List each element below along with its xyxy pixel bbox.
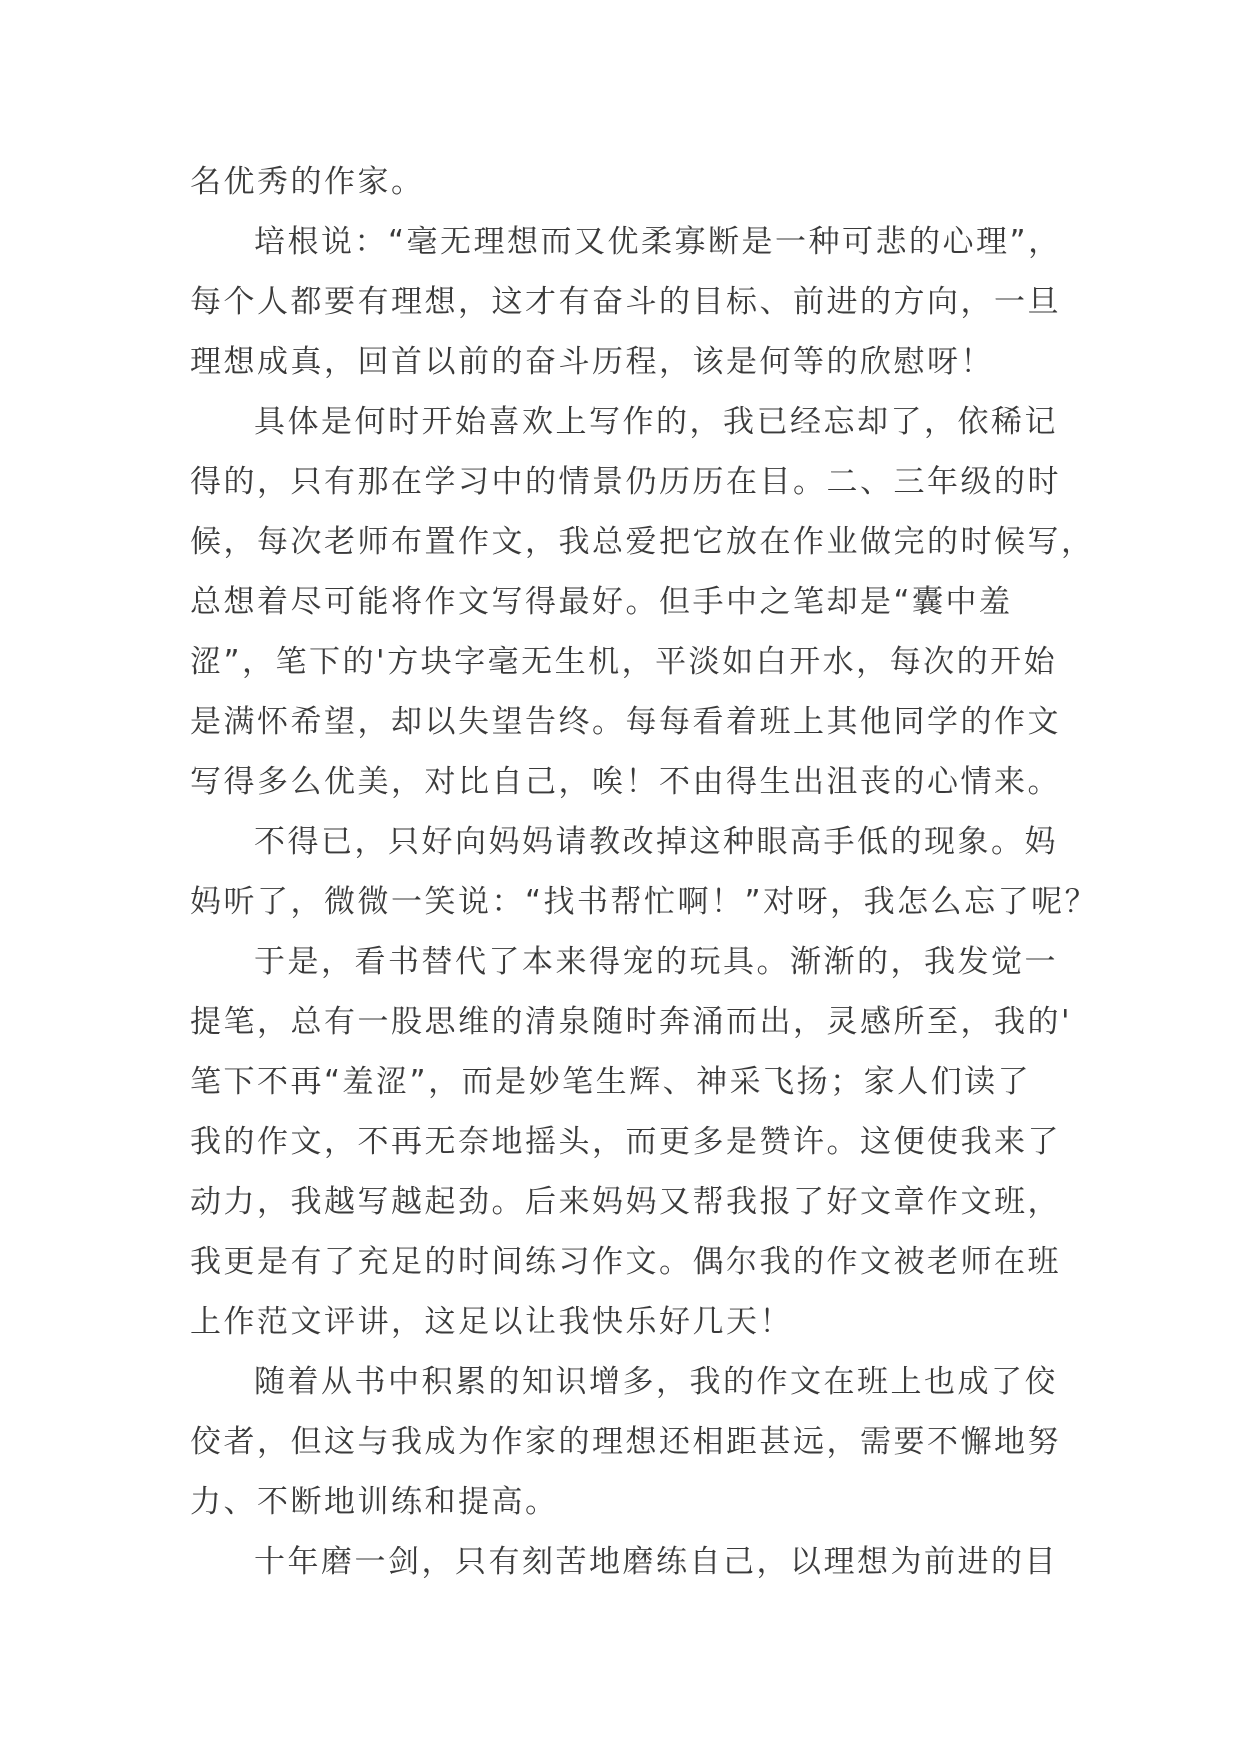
text-line: 上作范文评讲，这足以让我快乐好几天！ bbox=[190, 1304, 793, 1340]
text-line: 力、不断地训练和提高。 bbox=[190, 1484, 559, 1520]
text-line: 候，每次老师布置作文，我总爱把它放在作业做完的时候写， bbox=[190, 524, 1095, 560]
text-line: 随着从书中积累的知识增多，我的作文在班上也成了佼 bbox=[254, 1364, 1058, 1400]
text-line: 我的作文，不再无奈地摇头，而更多是赞许。这便使我来了 bbox=[190, 1124, 1061, 1160]
text-line: 十年磨一剑，只有刻苦地磨练自己，以理想为前进的目 bbox=[254, 1544, 1058, 1580]
text-line: 写得多么优美，对比自己，唉！不由得生出沮丧的心情来。 bbox=[190, 764, 1061, 800]
text-line: 于是，看书替代了本来得宠的玩具。渐渐的，我发觉一 bbox=[254, 944, 1058, 980]
text-line: 具体是何时开始喜欢上写作的，我已经忘却了，依稀记 bbox=[254, 404, 1058, 440]
text-line: 涩”，笔下的'方块字毫无生机，平淡如白开水，每次的开始 bbox=[190, 644, 1058, 680]
text-line: 不得已，只好向妈妈请教改掉这种眼高手低的现象。妈 bbox=[254, 824, 1058, 860]
text-line: 妈听了，微微一笑说：“找书帮忙啊！”对呀，我怎么忘了呢？ bbox=[190, 884, 1099, 920]
text-line: 培根说：“毫无理想而又优柔寡断是一种可悲的心理”， bbox=[254, 224, 1062, 260]
document-body bbox=[190, 152, 1099, 1592]
text-line: 是满怀希望，却以失望告终。每每看着班上其他同学的作文 bbox=[190, 704, 1061, 740]
text-line: 笔下不再“羞涩”，而是妙笔生辉、神采飞扬；家人们读了 bbox=[190, 1064, 1032, 1100]
text-line: 理想成真，回首以前的奋斗历程，该是何等的欣慰呀！ bbox=[190, 344, 994, 380]
text-line: 动力，我越写越起劲。后来妈妈又帮我报了好文章作文班， bbox=[190, 1184, 1061, 1220]
text-line: 每个人都要有理想，这才有奋斗的目标、前进的方向，一旦 bbox=[190, 284, 1061, 320]
text-line: 提笔，总有一股思维的清泉随时奔涌而出，灵感所至，我的' bbox=[190, 1004, 1073, 1040]
text-line: 总想着尽可能将作文写得最好。但手中之笔却是“囊中羞 bbox=[190, 584, 1013, 620]
text-line: 得的，只有那在学习中的情景仍历历在目。二、三年级的时 bbox=[190, 464, 1061, 500]
text-line: 我更是有了充足的时间练习作文。偶尔我的作文被老师在班 bbox=[190, 1244, 1061, 1280]
text-line: 名优秀的作家。 bbox=[190, 164, 425, 200]
text-line: 佼者，但这与我成为作家的理想还相距甚远，需要不懈地努 bbox=[190, 1424, 1061, 1460]
